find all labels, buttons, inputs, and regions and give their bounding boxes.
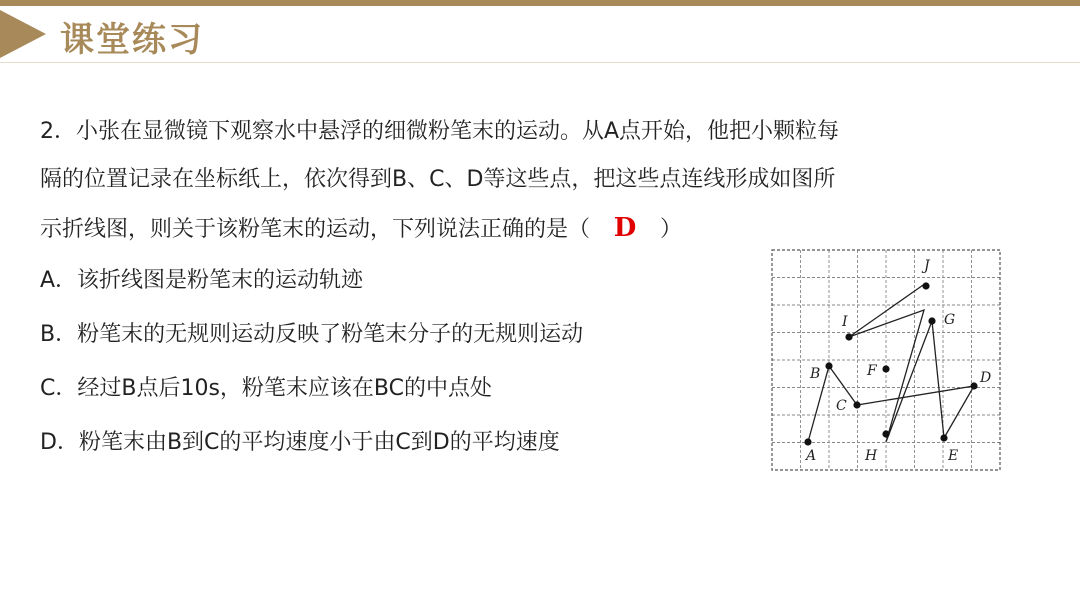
point-labels [804,258,991,464]
header-top-bar [0,0,1080,6]
question-line-2: 隔的位置记录在坐标纸上，依次得到B、C、D等这些点，把这些点连线形成如图所 [40,167,836,192]
label-i: I [842,314,848,330]
question-text [40,108,1050,254]
motion-path [808,283,974,442]
option-c: C．经过B点后10s，粉笔末应该在BC的中点处 [40,376,492,401]
point-g [928,317,935,324]
grid-figure [770,248,1002,472]
point-b [825,362,832,369]
question-line-1: 2．小张在显微镜下观察水中悬浮的细微粉笔末的运动。从A点开始，他把小颗粒每 [40,119,840,144]
question-line-3-prefix: 示折线图，则关于该粉笔末的运动，下列说法正确的是（ [40,217,591,242]
question-line-3 [40,204,1050,254]
label-a: A [806,448,817,464]
label-h: H [865,448,878,464]
header-divider [0,62,1080,63]
header [0,0,1080,68]
option-b: B．粉笔末的无规则运动反映了粉笔末分子的无规则运动 [40,322,584,347]
label-j: J [924,258,930,274]
answer-mark: D [613,213,637,243]
point-j [922,282,929,289]
question-line-3-suffix: ） [660,217,683,242]
point-h [882,430,889,437]
point-i [845,333,852,340]
label-c: C [836,398,847,414]
page-title: 课堂练习 [60,20,204,60]
point-d [970,382,977,389]
label-g: G [944,312,956,328]
label-e: E [948,448,959,464]
label-d: D [980,370,992,386]
header-arrow-icon [0,10,46,58]
point-e [940,434,947,441]
point-f [882,365,889,372]
point-c [853,401,860,408]
point-a [804,438,811,445]
option-a: A．该折线图是粉笔末的运动轨迹 [40,268,364,293]
label-f: F [867,363,877,379]
label-b: B [810,366,821,382]
option-d: D．粉笔末由B到C的平均速度小于由C到D的平均速度 [40,430,560,455]
